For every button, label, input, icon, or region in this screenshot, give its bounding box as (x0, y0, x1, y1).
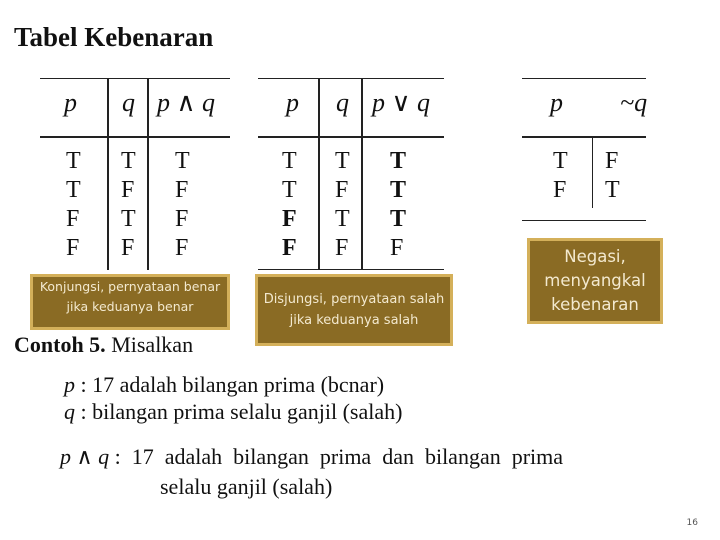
table-cell: T (553, 148, 568, 174)
table-header-p: p (550, 88, 563, 117)
table-cell: F (553, 177, 567, 203)
example-line-pq (60, 444, 563, 470)
example-intro: Misalkan (111, 332, 194, 357)
table-cell: T (390, 206, 407, 232)
table-column-rule (147, 78, 149, 270)
table-cell: T (390, 177, 407, 203)
table-header-p: p (64, 88, 77, 117)
callout-disjungsi (255, 274, 453, 346)
table-cell: F (335, 235, 349, 261)
example-q-symbol: q (64, 399, 75, 424)
table-header-p-or-q: p ∨ q (372, 88, 431, 117)
table-cell: F (605, 148, 619, 174)
table-cell: F (66, 206, 80, 232)
table-header-q: q (122, 88, 135, 117)
table-column-rule (318, 78, 320, 270)
callout-konjungsi (30, 274, 230, 330)
table-column-rule (107, 78, 109, 270)
table-cell: T (66, 177, 81, 203)
table-header-p-and-q: p ∧ q (157, 88, 216, 117)
table-cell: T (390, 148, 407, 174)
table-header-not-q: ~q (620, 88, 648, 117)
table-header-p: p (286, 88, 299, 117)
callout-negasi-text: Negasi, menyangkal kebenaran (544, 247, 646, 314)
table-top-rule (258, 78, 444, 79)
example-pq-symbol: p ∧ q (60, 444, 110, 469)
table-cell: F (282, 206, 297, 232)
table-cell: F (390, 235, 404, 261)
table-cell: T (121, 148, 136, 174)
table-cell: T (121, 206, 136, 232)
example-line-pq-continued: selalu ganjil (salah) (160, 474, 333, 499)
table-cell: F (175, 235, 189, 261)
example-p-symbol: p (64, 372, 75, 397)
table-cell: T (605, 177, 620, 203)
callout-negasi (527, 238, 663, 324)
table-bottom-rule (258, 269, 444, 270)
table-cell: F (282, 235, 297, 261)
example-line-p (64, 372, 384, 398)
table-header-rule (40, 136, 230, 138)
table-header-rule (258, 136, 444, 138)
example-label: Contoh 5. (14, 332, 106, 357)
example-q-text: : bilangan prima selalu ganjil (salah) (80, 399, 403, 424)
table-column-rule (361, 78, 363, 270)
table-header-q: q (336, 88, 349, 117)
table-cell: T (175, 148, 190, 174)
callout-disjungsi-text: Disjungsi, pernyataan salah jika keduanya salah (263, 292, 445, 328)
example-heading (14, 332, 193, 358)
table-cell: F (121, 177, 135, 203)
table-header-rule (522, 136, 646, 138)
table-column-rule (592, 136, 593, 208)
example-pq-text: : 17 adalah bilangan prima dan bilangan prima (114, 444, 564, 469)
table-cell: F (66, 235, 80, 261)
table-cell: T (282, 148, 297, 174)
table-bottom-rule (522, 220, 646, 221)
table-cell: F (175, 206, 189, 232)
callout-konjungsi-text: Konjungsi, pernyataan benar jika keduanya benar (39, 279, 221, 314)
table-top-rule (40, 78, 230, 79)
table-cell: F (121, 235, 135, 261)
table-top-rule (522, 78, 646, 79)
page-title: Tabel Kebenaran (14, 22, 214, 52)
page-number: 16 (686, 518, 698, 528)
table-cell: F (175, 177, 189, 203)
table-cell: T (66, 148, 81, 174)
example-p-text: : 17 adalah bilangan prima (bcnar) (80, 372, 385, 397)
example-line-q (64, 399, 402, 425)
table-cell: T (335, 206, 350, 232)
table-cell: T (335, 148, 350, 174)
table-cell: F (335, 177, 349, 203)
table-cell: T (282, 177, 297, 203)
